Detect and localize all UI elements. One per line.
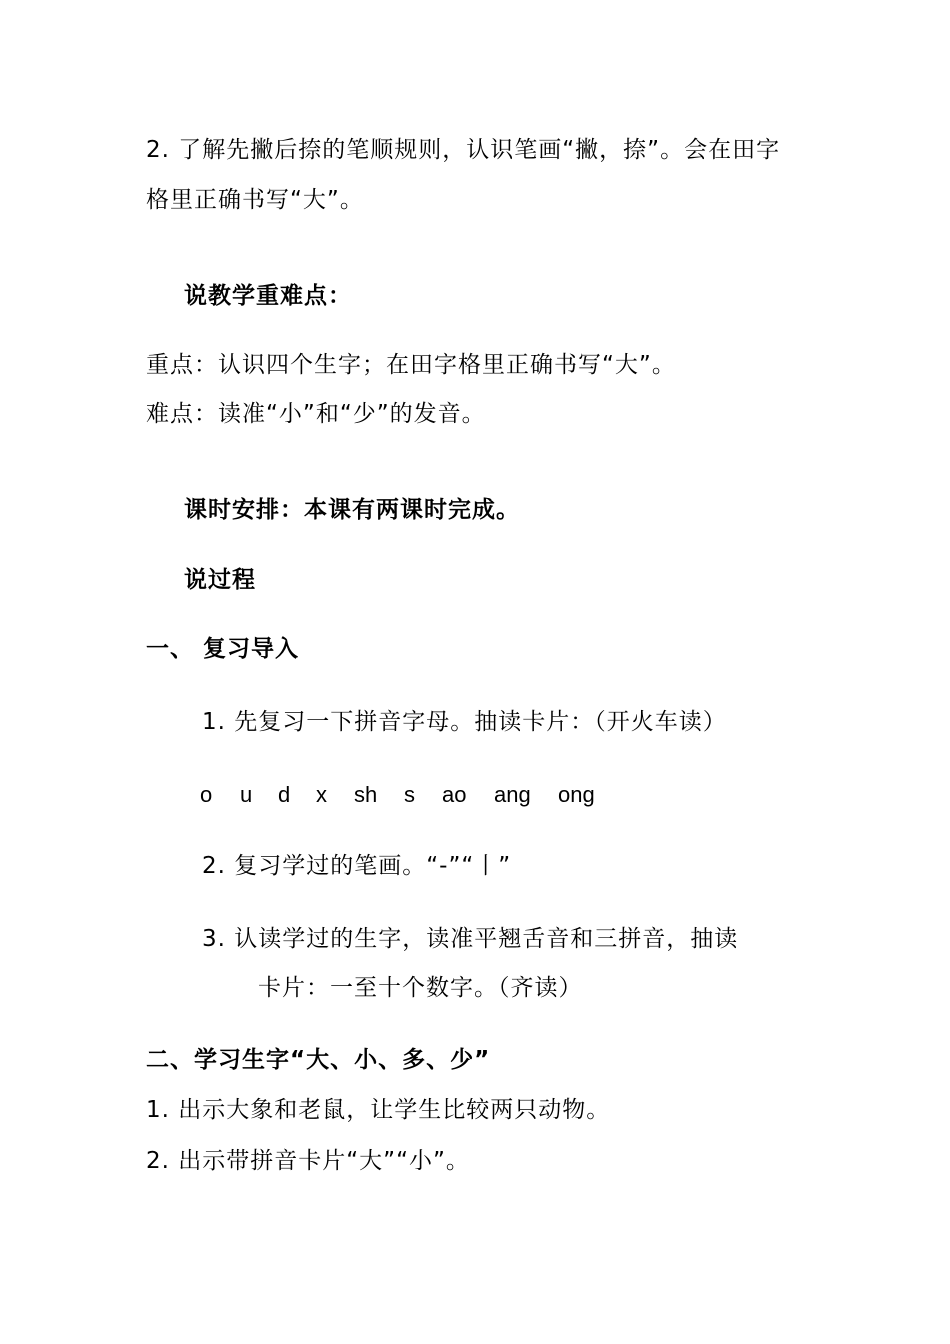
- pinyin-item: ong: [558, 782, 595, 807]
- section-2-item-1: 1. 出示大象和老鼠，让学生比较两只动物。: [146, 1097, 611, 1123]
- pinyin-item: u: [240, 782, 253, 807]
- section-1-step-1: 1. 先复习一下拼音字母。抽读卡片：（开火车读）: [202, 709, 727, 735]
- schedule-text: 课时安排：本课有两课时完成。: [184, 497, 520, 523]
- difficulty-text: 难点：读准“小”和“少”的发音。: [146, 401, 486, 427]
- section-2-item-2: 2. 出示带拼音卡片“大”“小”。: [146, 1148, 470, 1174]
- pinyin-item: o: [200, 782, 213, 807]
- goal-item-2-line-2: 格里正确书写“大”。: [146, 187, 364, 213]
- section-1-heading: 一、 复习导入: [146, 636, 300, 662]
- pinyin-item: s: [404, 782, 415, 807]
- pinyin-item: ang: [494, 782, 531, 807]
- key-point-text: 重点：认识四个生字；在田字格里正确书写“大”。: [146, 352, 676, 378]
- goal-item-2-line-1: 2. 了解先撇后捺的笔顺规则，认识笔画“撇，捺”。会在田字: [146, 137, 781, 163]
- pinyin-item: sh: [354, 782, 378, 807]
- key-points-heading: 说教学重难点：: [184, 283, 352, 309]
- section-1-step-2: 2. 复习学过的笔画。“-”“丨”: [202, 853, 512, 879]
- process-heading: 说过程: [184, 567, 256, 593]
- pinyin-item: d: [278, 782, 291, 807]
- section-2-heading: 二、学习生字“大、小、多、少”: [146, 1047, 491, 1073]
- section-1-step-3-line-1: 3. 认读学过的生字，读准平翘舌音和三拼音，抽读: [202, 926, 739, 952]
- section-1-step-3-line-2: 卡片：一至十个数字。（齐读）: [258, 975, 583, 1001]
- pinyin-item: x: [316, 782, 327, 807]
- pinyin-item: ao: [442, 782, 467, 807]
- pinyin-row: [200, 779, 608, 811]
